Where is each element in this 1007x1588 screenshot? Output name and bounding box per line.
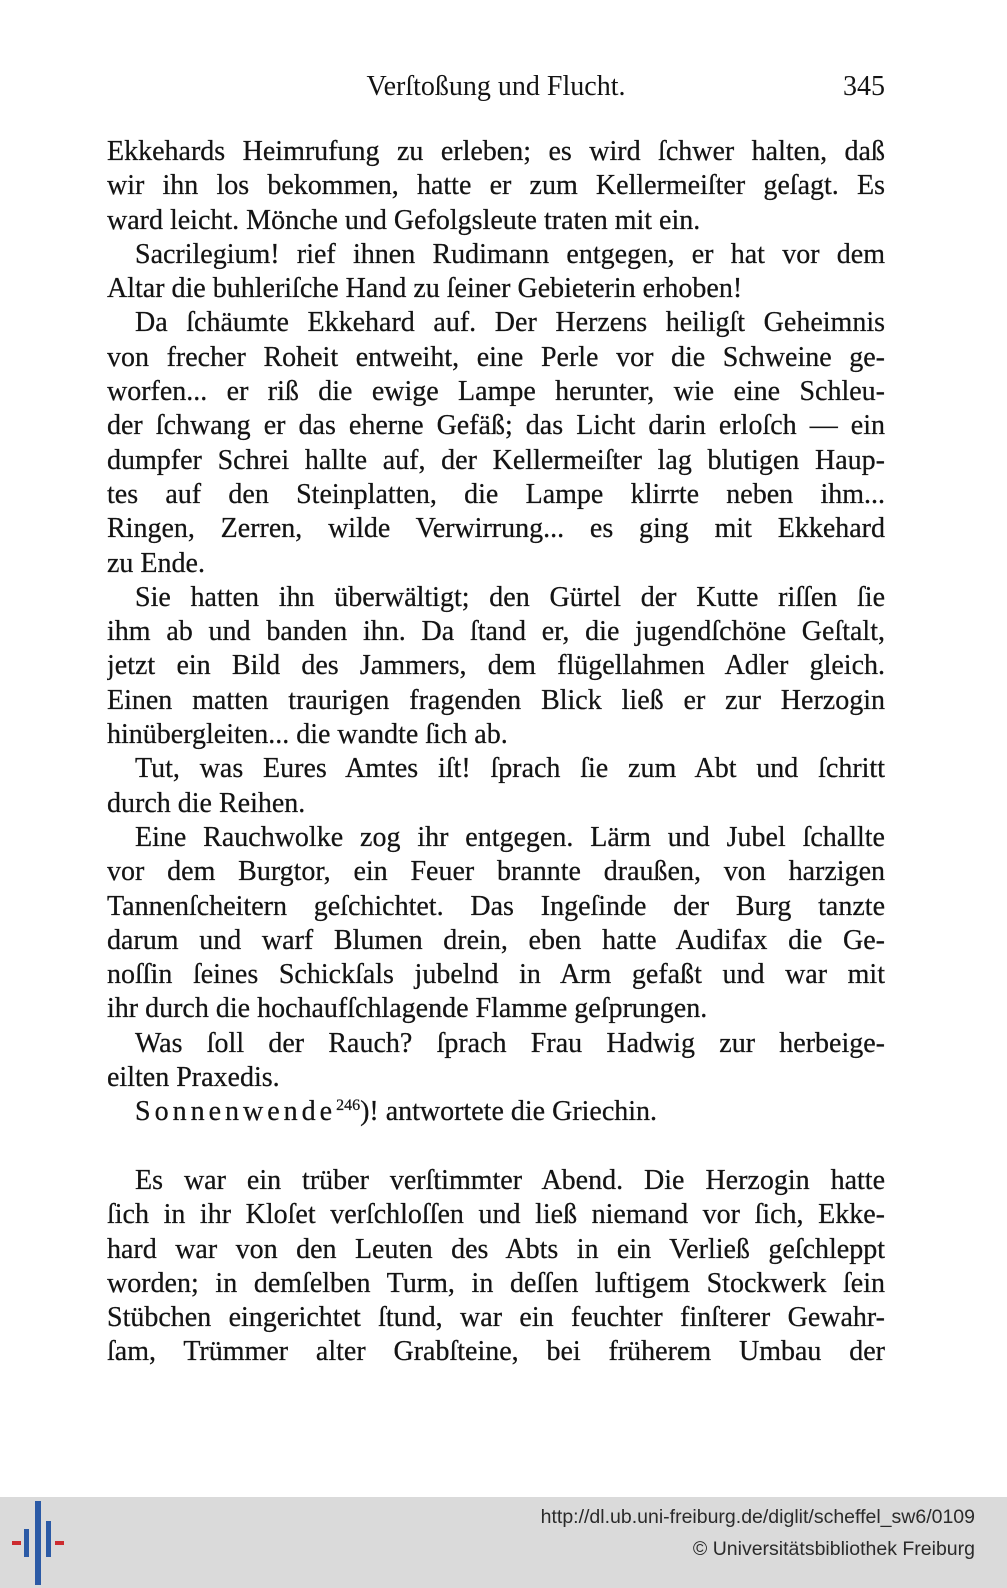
text-run: )! antwortete die Griechin. [360, 1096, 658, 1128]
text-line: ihr durch die hochaufſchlagende Flamme geſprungen. [107, 993, 708, 1025]
text-line: hard war von den Leuten des Abts in ein Verließ geſchleppt [107, 1233, 885, 1265]
text-line: Altar die buhleriſche Hand zu ſeiner Gebieterin erhoben! [107, 273, 743, 305]
paragraph [107, 135, 885, 238]
text-line: hinübergleiten... die wandte ſich ab. [107, 719, 508, 751]
text-line: ward leicht. Mönche und Gefolgsleute traten mit ein. [107, 204, 701, 236]
text-line: Es war ein trüber verſtimmter Abend. Die Herzogin hatte [135, 1164, 885, 1196]
library-footer [0, 1497, 1007, 1588]
text-line: noſſin ſeines Schickſals jubelnd in Arm gefaßt und war mit [107, 959, 885, 991]
text-line: von frecher Roheit entweiht, eine Perle vor die Schweine ge- [107, 341, 885, 373]
text-line: eilten Praxedis. [107, 1062, 280, 1094]
paragraph [107, 1095, 885, 1129]
text-line: Tut, was Eures Amtes iſt! ſprach ſie zum Abt und ſchritt [135, 753, 885, 785]
text-line: Ekkehards Heimrufung zu erleben; es wird ſchwer halten, daß [107, 136, 885, 167]
text-line: Sacrilegium! rief ihnen Rudimann entgegen, er hat vor dem [135, 238, 885, 270]
text-line: jetzt ein Bild des Jammers, dem flügellahmen Adler gleich. [107, 650, 885, 682]
letterspaced-word: Sonnenwende [135, 1096, 337, 1128]
text-line: Einen matten traurigen fragenden Blick ließ er zur Herzogin [107, 684, 885, 716]
text-line [107, 1095, 885, 1129]
text-line: Sie hatten ihn überwältigt; den Gürtel der Kutte riſſen ſie [135, 581, 885, 613]
text-line: Eine Rauchwolke zog ihr entgegen. Lärm und Jubel ſchallte [135, 821, 885, 853]
paragraph [107, 306, 885, 580]
text-line: dumpfer Schrei hallte auf, der Kellermeiſter lag blutigen Haup- [107, 444, 885, 476]
text-line: darum und warf Blumen drein, eben hatte Audifax die Ge- [107, 924, 885, 956]
body-text [107, 135, 885, 1370]
ub-freiburg-logo-icon [8, 1501, 68, 1585]
text-line: ihm ab und banden ihn. Da ſtand er, die jugendſchöne Geſtalt, [107, 616, 885, 648]
paragraph [107, 1027, 885, 1096]
paragraph [107, 821, 885, 1027]
permalink-url: http://dl.ub.uni-freiburg.de/diglit/scheffel_sw6/0109 [540, 1506, 975, 1528]
paragraph [107, 238, 885, 307]
text-line: worfen... er riß die ewige Lampe herunter, wie eine Schleu- [107, 376, 885, 408]
section-break [107, 1130, 885, 1164]
text-line: tes auf den Steinplatten, die Lampe klirrte neben ihm... [107, 478, 885, 510]
footnote-reference: 246 [336, 1097, 361, 1115]
text-line: wir ihn los bekommen, hatte er zum Kellermeiſter geſagt. Es [107, 170, 885, 202]
text-line: zu Ende. [107, 547, 205, 579]
text-line: worden; in demſelben Turm, in deſſen luftigem Stockwerk ſein [107, 1267, 885, 1299]
text-line: ſam, Trümmer alter Grabſteine, bei früherem Umbau der [107, 1336, 885, 1368]
text-line: ſich in ihr Kloſet verſchloſſen und ließ niemand vor ſich, Ekke- [107, 1199, 885, 1231]
text-line: vor dem Burgtor, ein Feuer brannte draußen, von harzigen [107, 856, 885, 888]
paragraph [107, 752, 885, 821]
running-title: Verſtoßung und Flucht. [366, 71, 626, 102]
text-line: der ſchwang er das eherne Gefäß; das Licht darin erloſch — ein [107, 410, 885, 442]
text-line: Da ſchäumte Ekkehard auf. Der Herzens heiligſt Geheimnis [135, 307, 885, 339]
copyright-notice: © Universitätsbibliothek Freiburg [692, 1538, 975, 1560]
text-line: durch die Reihen. [107, 787, 306, 819]
page-number: 345 [843, 71, 885, 102]
text-line: Tannenſcheitern geſchichtet. Das Ingeſinde der Burg tanzte [107, 890, 885, 922]
text-line: Stübchen eingerichtet ſtund, war ein feuchter finſterer Gewahr- [107, 1302, 885, 1334]
text-line: Was ſoll der Rauch? ſprach Frau Hadwig zur herbeige- [135, 1027, 885, 1059]
running-header [107, 70, 885, 104]
paragraph [107, 581, 885, 752]
text-line: Ringen, Zerren, wilde Verwirrung... es ging mit Ekkehard [107, 513, 885, 545]
paragraph [107, 1164, 885, 1370]
